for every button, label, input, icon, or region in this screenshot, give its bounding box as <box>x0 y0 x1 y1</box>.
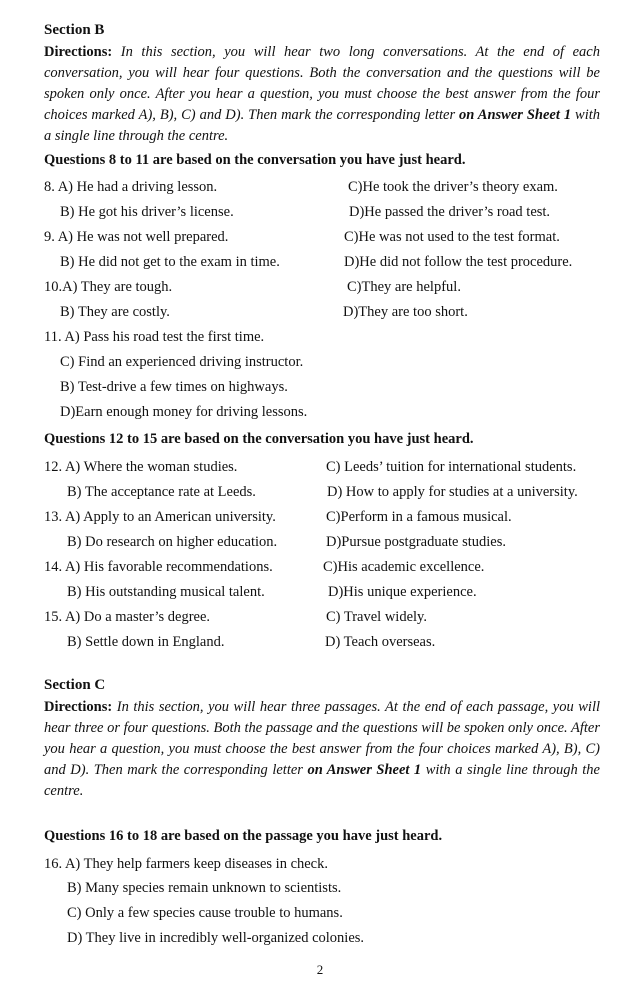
directions-text-end: with a single line through the centre. <box>44 762 600 799</box>
directions-answer-sheet: on Answer Sheet 1 <box>307 762 422 778</box>
question-group-heading: Questions 8 to 11 are based on the conversation you have just heard. <box>44 152 466 168</box>
q9-option-c: C)He was not used to the test format. <box>344 229 560 245</box>
q15-option-c: C) Travel widely. <box>326 609 427 625</box>
q8-option-c: C)He took the driver’s theory exam. <box>348 179 558 195</box>
q16-option-b: B) Many species remain unknown to scientists. <box>67 880 342 896</box>
q8-option-d: D)He passed the driver’s road test. <box>349 204 551 220</box>
q14-option-d: D)His unique experience. <box>328 584 477 600</box>
q14-option-b: B) His outstanding musical talent. <box>67 584 265 600</box>
q16-option-a: 16. A) They help farmers keep diseases in check. <box>44 856 328 872</box>
q11-option-c: C) Find an experienced driving instructor. <box>60 354 304 370</box>
question-group-heading: Questions 16 to 18 are based on the passage you have just heard. <box>44 828 443 844</box>
q13-option-a: 13. A) Apply to an American university. <box>44 509 276 525</box>
section-c-directions <box>44 697 600 802</box>
q11-option-b: B) Test-drive a few times on highways. <box>60 379 288 395</box>
q13-option-c: C)Perform in a famous musical. <box>326 509 512 525</box>
q11-option-d: D)Earn enough money for driving lessons. <box>60 404 308 420</box>
q9-option-b: B) He did not get to the exam in time. <box>60 254 280 270</box>
q12-option-c: C) Leeds’ tuition for international students. <box>326 459 577 475</box>
q10-option-b: B) They are costly. <box>60 304 170 320</box>
page-number: 2 <box>316 962 324 977</box>
q16-option-c: C) Only a few species cause trouble to humans. <box>67 905 343 921</box>
directions-text: In this section, you will hear two long conversations. At the end of each conversation, you will hear four questions. Both the conversation and the questions will be spoken only once. After you hear a question, you must choose the best answer from the four choices marked A), B), C) and D). Then mark the corresponding letter <box>44 44 600 123</box>
q14-option-c: C)His academic excellence. <box>323 559 485 575</box>
q9-option-d: D)He did not follow the test procedure. <box>344 254 573 270</box>
q14-option-a: 14. A) His favorable recommendations. <box>44 559 273 575</box>
section-b-title: Section B <box>44 22 105 38</box>
question-group-heading: Questions 12 to 15 are based on the conversation you have just heard. <box>44 431 474 447</box>
q13-option-b: B) Do research on higher education. <box>67 534 278 550</box>
q11-option-a: 11. A) Pass his road test the first time. <box>44 329 265 345</box>
section-c-title: Section C <box>44 677 106 693</box>
directions-text: In this section, you will hear three passages. At the end of each passage, you will hear three or four questions. Both the passage and the questions will be spoken only once. After you hear a question, you must choose the best answer from the four choices marked A), B), C) and D). Then mark the corresponding letter <box>44 699 600 778</box>
q8-option-a: 8. A) He had a driving lesson. <box>44 179 218 195</box>
q12-option-b: B) The acceptance rate at Leeds. <box>67 484 256 500</box>
q10-option-a: 10.A) They are tough. <box>44 279 173 295</box>
directions-label: Directions: <box>44 44 113 60</box>
q10-option-d: D)They are too short. <box>343 304 468 320</box>
q10-option-c: C)They are helpful. <box>347 279 461 295</box>
q12-option-d: D) How to apply for studies at a university. <box>327 484 578 500</box>
q16-option-d: D) They live in incredibly well-organized colonies. <box>67 930 365 946</box>
q13-option-d: D)Pursue postgraduate studies. <box>326 534 507 550</box>
section-b-directions <box>44 42 600 147</box>
q15-option-d: D) Teach overseas. <box>325 634 436 650</box>
q8-option-b: B) He got his driver’s license. <box>60 204 234 220</box>
q15-option-b: B) Settle down in England. <box>67 634 225 650</box>
directions-label: Directions: <box>44 699 113 715</box>
q9-option-a: 9. A) He was not well prepared. <box>44 229 229 245</box>
q12-option-a: 12. A) Where the woman studies. <box>44 459 238 475</box>
q15-option-a: 15. A) Do a master’s degree. <box>44 609 211 625</box>
directions-text-end: with a single line through the centre. <box>44 107 601 144</box>
directions-answer-sheet: on Answer Sheet 1 <box>459 107 572 123</box>
